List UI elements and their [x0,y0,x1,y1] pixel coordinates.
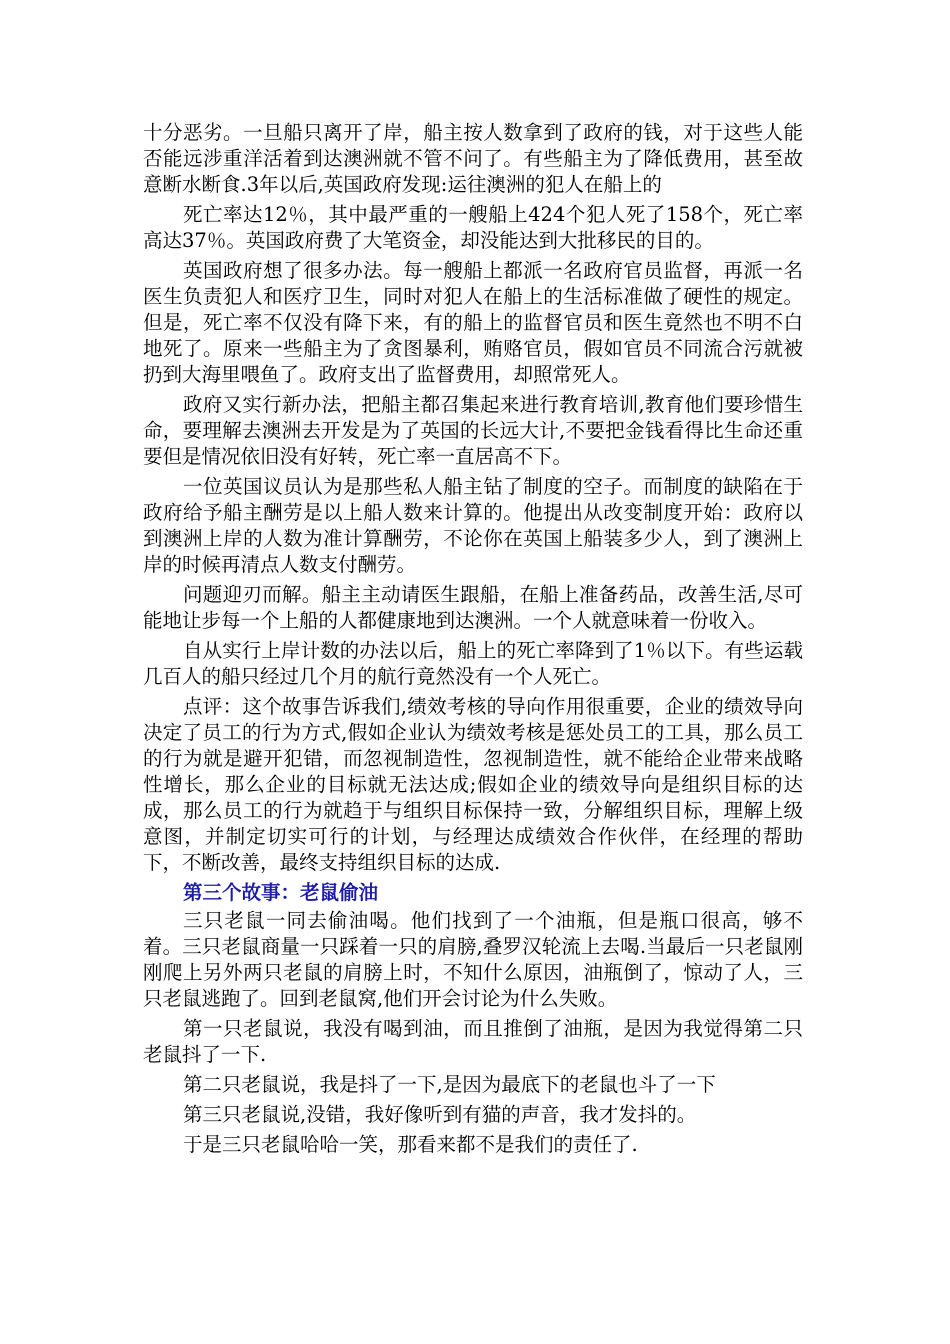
story-paragraph: 第三只老鼠说,没错，我好像听到有猫的声音，我才发抖的。 [183,1103,697,1126]
paragraph-solution: 问题迎刃而解。船主主动请医生跟船，在船上准备药品，改善生活,尽可能地让步每一个上船的人都健康地到达澳洲。一个人就意味着一份收入。 [143,583,803,632]
story-paragraph: 于是三只老鼠哈哈一笑，那看来都不是我们的责任了. [183,1133,638,1156]
document-page [143,120,803,1162]
paragraph-policy-change: 一位英国议员认为是那些私人船主钻了制度的空子。而制度的缺陷在于政府给予船主酬劳是以上船人数来计算的。他提出从改变制度开始：政府以到澳洲上岸的人数为准计算酬劳，不论你在英国上船装多少人，到了澳洲上岸的时候再清点人数支付酬劳。 [143,475,803,576]
paragraph-supervision: 英国政府想了很多办法。每一艘船上都派一名政府官员监督，再派一名医生负责犯人和医疗卫生，同时对犯人在船上的生活标准做了硬性的规定。但是，死亡率不仅没有降下来，有的船上的监督官员和医生竟然也不明不白地死了。原来一些船主为了贪图暴利，贿赂官员，假如官员不同流合污就被扔到大海里喂鱼了。政府支出了监督费用，却照常死人。 [143,259,803,386]
story-paragraph: 第二只老鼠说，我是抖了一下,是因为最底下的老鼠也斗了一下 [183,1073,716,1096]
paragraph-death-rate: 死亡率达12％，其中最严重的一艘船上424个犯人死了158个，死亡率高达37％。英国政府费了大笔资金，却没能达到大批移民的目的。 [143,203,803,252]
paragraph-result: 自从实行上岸计数的办法以后，船上的死亡率降到了1％以下。有些运载几百人的船只经过几个月的航行竟然没有一个人死亡。 [143,639,803,688]
section-heading: 第三个故事：老鼠偷油 [183,881,379,904]
paragraph-commentary: 点评：这个故事告诉我们,绩效考核的导向作用很重要，企业的绩效导向决定了员工的行为方式,假如企业认为绩效考核是惩处员工的工具，那么员工的行为就是避开犯错，而忽视制造性，忽视制造性，就不能给企业带来战略性增长，那么企业的目标就无法达成;假如企业的绩效导向是组织目标的达成，那么员工的行为就趋于与组织目标保持一致，分解组织目标，理解上级意图，并制定切实可行的计划，与经理达成绩效合作伙伴，在经理的帮助下，不断改善，最终支持组织目标的达成. [143,695,803,874]
story-paragraph: 第一只老鼠说，我没有喝到油，而且推倒了油瓶，是因为我觉得第二只老鼠抖了一下. [143,1017,803,1066]
story-paragraph: 三只老鼠一同去偷油喝。他们找到了一个油瓶，但是瓶口很高，够不着。三只老鼠商量一只踩着一只的肩膀,叠罗汉轮流上去喝.当最后一只老鼠刚刚爬上另外两只老鼠的肩膀上时，不知什么原因，油瓶倒了，惊动了人，三只老鼠逃跑了。回到老鼠窝,他们开会讨论为什么失败。 [143,909,803,1010]
paragraph-training: 政府又实行新办法，把船主都召集起来进行教育培训,教育他们要珍惜生命，要理解去澳洲去开发是为了英国的长远大计,不要把金钱看得比生命还重要但是情况依旧没有好转，死亡率一直居高不下。 [143,393,803,468]
paragraph-continuation: 十分恶劣。一旦船只离开了岸，船主按人数拿到了政府的钱，对于这些人能否能远涉重洋活着到达澳洲就不管不问了。有些船主为了降低费用，甚至故意断水断食.3年以后,英国政府发现:运往澳洲的犯人在船上的 [143,121,803,196]
